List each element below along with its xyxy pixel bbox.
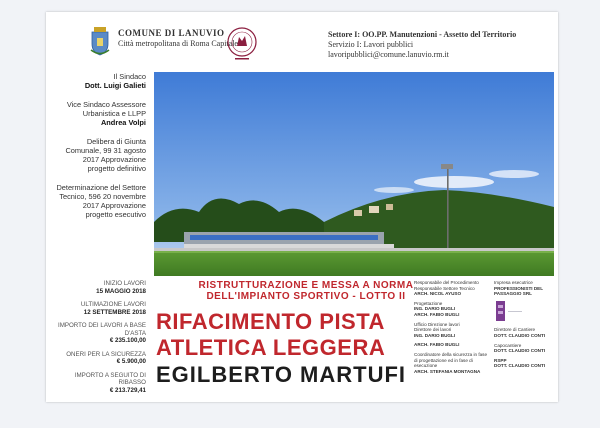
credit-line: DOTT. CLAUDIO CONTI xyxy=(494,332,546,338)
credit-line: DOTT. CLAUDIO CONTI xyxy=(494,363,546,369)
sindaco-role: Il Sindaco xyxy=(113,72,146,81)
department-email: lavoripubblici@comune.lanuvio.rm.it xyxy=(328,50,449,59)
credits-column-2 xyxy=(494,280,554,369)
vice-sindaco-name: Andrea Volpi xyxy=(100,118,146,127)
department-line-1: Settore I: OO.PP. Manutenzioni - Assetto del Territorio xyxy=(328,30,517,39)
delibera-text: Delibera di Giunta Comunale, 99 31 agosto 2017 Approvazione progetto definitivo xyxy=(65,137,146,173)
credit-line: ARCH. FABIO BUGLI xyxy=(414,311,460,317)
dates-column xyxy=(54,280,146,394)
credit-line: ARCH. STEFANIA MONTAGNA xyxy=(414,368,481,374)
credit-line: Responsabile del Procedimento xyxy=(414,280,479,285)
credit-line: Responsabile Settore Tecnico xyxy=(414,285,475,291)
credit-line: Impresa esecutrice xyxy=(494,280,533,285)
company-logo-icon xyxy=(494,299,524,323)
headline-line-3: EGILBERTO MARTUFI xyxy=(156,362,407,387)
credit-line: Direttore dei lavori xyxy=(414,327,452,333)
stadium-photo xyxy=(154,72,554,276)
headline-line-2: ATLETICA LEGGERA xyxy=(156,335,386,360)
ultimazione-value: 12 SETTEMBRE 2018 xyxy=(83,308,146,316)
department-line-2: Servizio I: Lavori pubblici xyxy=(328,40,414,49)
project-subtitle: RISTRUTTURAZIONE E MESSA A NORMA DELL'IMPIANTO SPORTIVO - LOTTO II xyxy=(198,280,414,302)
ribasso-label: IMPORTO A SEGUITO DI RIBASSO xyxy=(74,371,146,386)
vice-sindaco-role: Vice Sindaco Assessore Urbanistica e LLPP xyxy=(66,100,146,118)
inizio-value: 15 MAGGIO 2018 xyxy=(96,287,146,295)
credit-line: Capocantiere xyxy=(494,342,522,348)
sindaco-name: Dott. Luigi Galieti xyxy=(84,81,146,90)
comune-subtitle: Città metropolitana di Roma Capitale xyxy=(118,39,238,48)
credit-line: PROFESSIONISTI DEL PASSAGGIO SRL xyxy=(494,285,543,297)
ribasso-value: € 213.729,41 xyxy=(109,386,146,394)
headline-line-1: RIFACIMENTO PISTA xyxy=(156,309,385,334)
credits-column-1 xyxy=(414,280,488,374)
comune-title: COMUNE DI LANUVIO xyxy=(118,28,225,38)
poster-sheet xyxy=(46,12,558,402)
ultimazione-label: ULTIMAZIONE LAVORI xyxy=(80,301,146,308)
sport-seal-icon xyxy=(226,26,258,62)
credit-line: ARCH. NICOL AYUSO xyxy=(414,291,462,297)
inizio-label: INIZIO LAVORI xyxy=(103,280,146,287)
oneri-label: ONERI PER LA SICUREZZA xyxy=(66,350,146,358)
officials-column xyxy=(54,72,146,219)
credit-line: DOTT. CLAUDIO CONTI xyxy=(494,348,546,354)
credit-line: Direttore di Cantiere xyxy=(494,327,536,333)
credit-line: Coordinatore della sicurezza in fase di progettazione ed in fase di esecuzione xyxy=(414,351,488,369)
comune-crest-icon xyxy=(88,26,112,56)
credit-line: RSPP xyxy=(494,357,507,363)
credit-line: ING. DARIO BUGLI xyxy=(414,306,456,312)
credit-line: ING. DARIO BUGLI xyxy=(414,332,456,338)
importo-label: IMPORTO DEI LAVORI A BASE D'ASTA xyxy=(57,322,146,337)
determinazione-text: Determinazione del Settore Tecnico, 596 20 novembre 2017 Approvazione progetto esecutivo xyxy=(56,183,146,219)
importo-value: € 235.100,00 xyxy=(109,337,146,344)
credit-line: Progettazione xyxy=(414,300,443,306)
oneri-value: € 5.900,00 xyxy=(116,358,146,365)
credit-line: ARCH. FABIO BUGLI xyxy=(414,342,460,348)
credit-line: Ufficio Direzione lavori xyxy=(414,321,460,327)
department-block xyxy=(328,30,516,60)
